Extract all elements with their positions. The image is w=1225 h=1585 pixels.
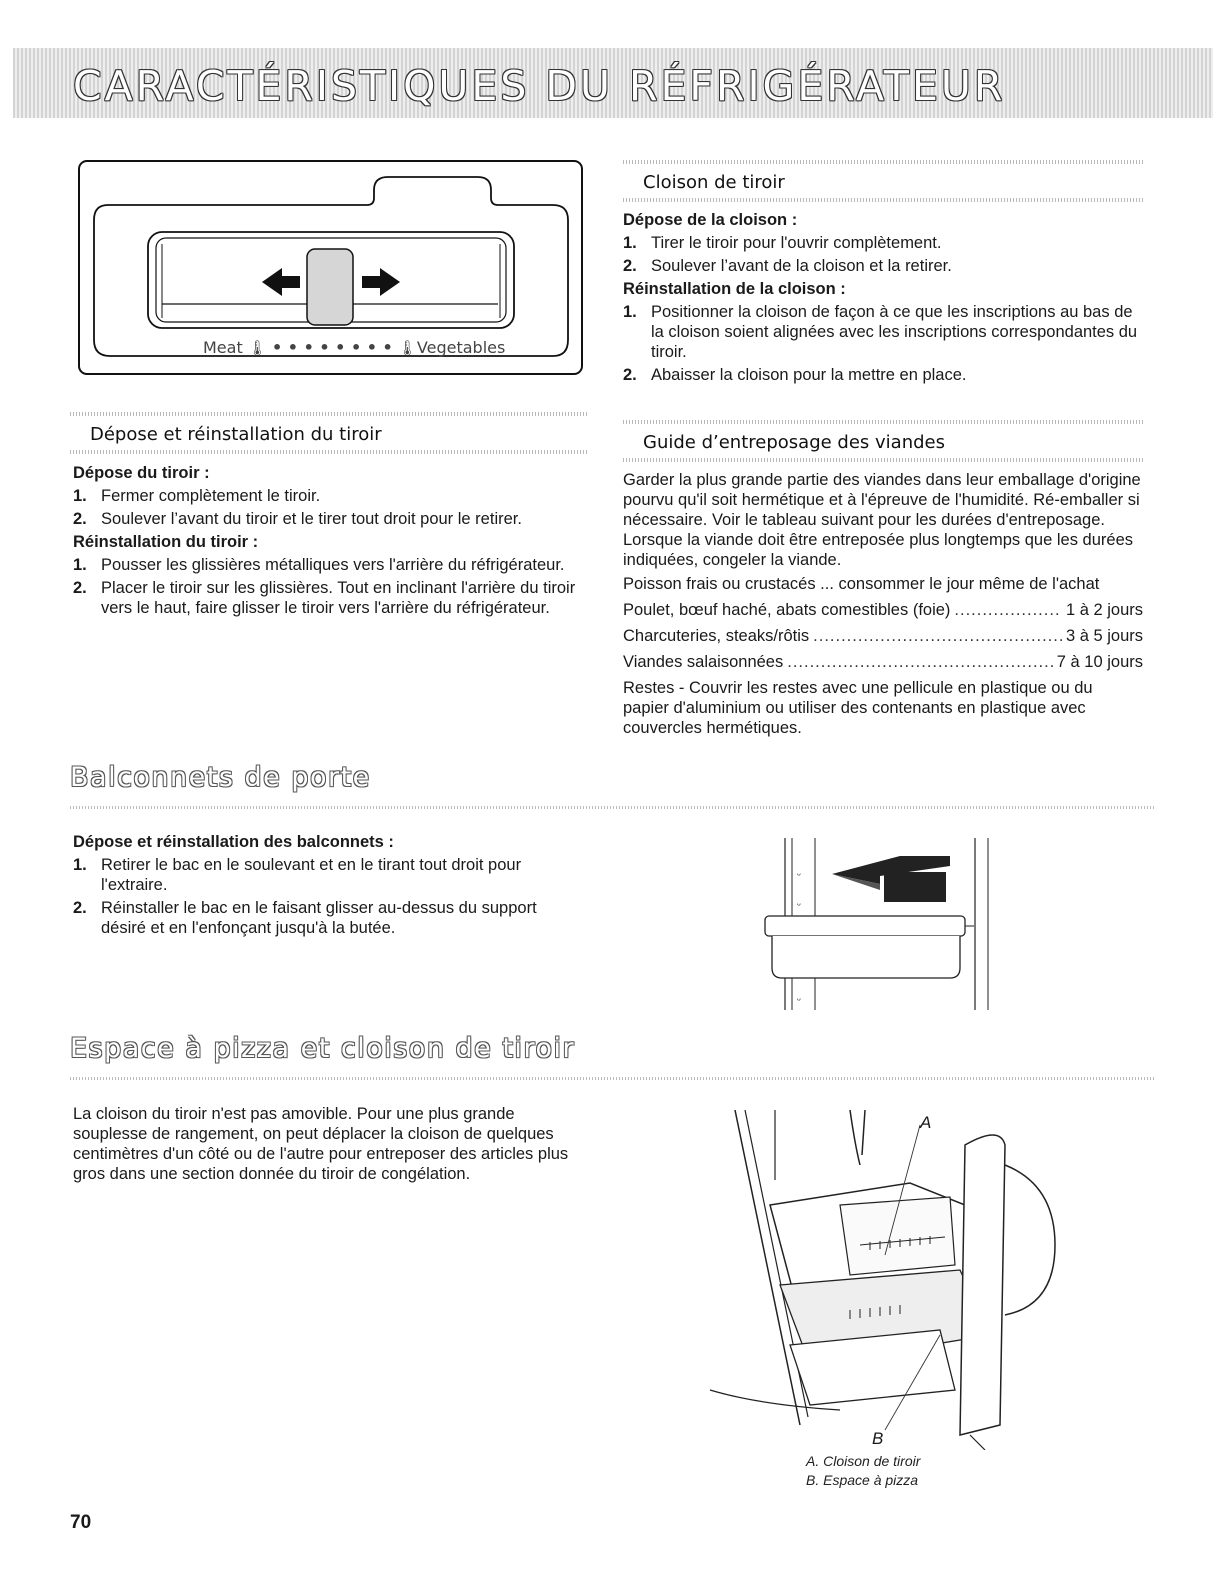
drawer-reinstall-steps — [73, 555, 585, 618]
meat-guide-heading: Guide d’entreposage des viandes — [643, 432, 945, 453]
list-item: 1. Pousser les glissières métalliques vers l'arrière du réfrigérateur. — [73, 556, 565, 574]
door-bins-rule — [70, 806, 1155, 809]
meat-guide-leftovers: Restes - Couvrir les restes avec une pellicule en plastique ou du papier d'aluminium ou utiliser des contenants en plastique avec couvercles hermétiques. — [623, 679, 1093, 737]
door-bin-illustration — [760, 838, 1000, 1013]
pizza-rule — [70, 1077, 1155, 1080]
divider-content — [623, 210, 1143, 388]
figure-caption — [806, 1452, 920, 1490]
caption-b: B. Espace à pizza — [806, 1472, 919, 1488]
svg-text:ᵕ: ᵕ — [797, 995, 801, 1006]
pizza-heading: Espace à pizza et cloison de tiroir — [70, 1033, 576, 1064]
callout-a: A — [920, 1113, 932, 1132]
list-item: 1. Tirer le tiroir pour l'ouvrir complètement. — [623, 234, 942, 252]
door-bins-content — [73, 832, 573, 941]
list-item: 2. Abaisser la cloison pour la mettre en place. — [623, 366, 967, 384]
door-bins-steps — [73, 855, 573, 938]
list-item: 2. Placer le tiroir sur les glissières. Tout en inclinant l'arrière du tiroir vers le haut, faire glisser le tiroir vers l'arrière du réfrigérateur. — [73, 579, 576, 617]
scale-dots: • • • • • • • • — [271, 338, 393, 357]
drawer-removal-label: Dépose du tiroir : — [73, 464, 210, 482]
drawer-removal-rule-top — [70, 412, 587, 416]
meat-guide-row: Poulet, bœuf haché, abats comestibles (foie) ..... 1 à 2 jours — [623, 600, 1143, 620]
page-number: 70 — [70, 1512, 92, 1533]
drawer-reinstall-label: Réinstallation du tiroir : — [73, 533, 259, 551]
callout-b: B — [872, 1429, 884, 1448]
divider-rule-bottom — [623, 198, 1143, 202]
meat-guide-row: Viandes salaisonnées ..... 7 à 10 jours — [623, 652, 1143, 672]
caption-a: A. Cloison de tiroir — [806, 1453, 921, 1469]
meat-guide-row: Charcuteries, steaks/rôtis ..... 3 à 5 jours — [623, 626, 1143, 646]
control-scale-row — [203, 338, 505, 357]
meat-guide-content — [623, 470, 1143, 742]
divider-reinstall-label: Réinstallation de la cloison : — [623, 280, 846, 298]
meat-guide-rule-top — [623, 420, 1143, 424]
meat-guide-fish: Poisson frais ou crustacés ... consommer le jour même de l'achat — [623, 575, 1100, 593]
list-item: 2. Soulever l’avant du tiroir et le tirer tout droit pour le retirer. — [73, 510, 522, 528]
door-bins-label: Dépose et réinstallation des balconnets : — [73, 833, 394, 851]
divider-removal-label: Dépose de la cloison : — [623, 211, 798, 229]
meat-guide-rule-bottom — [623, 458, 1143, 462]
drawer-removal-content — [73, 463, 585, 621]
drawer-removal-steps — [73, 486, 585, 529]
divider-rule-top — [623, 160, 1143, 164]
thermometer-cold-icon: 🌡 — [247, 339, 267, 357]
meat-guide-intro: Garder la plus grande partie des viandes dans leur emballage d'origine pourvu qu'il soit hermétique et à l'épreuve de l'humidité. Ré-emballer si nécessaire. Voir le tableau suivant pour les durées d'entreposage. Lorsque la viande doit être entreposée plus longtemps que les durées indiquées, congeler la viande. — [623, 471, 1141, 569]
svg-text:ᵕ: ᵕ — [797, 870, 801, 881]
page-title: CARACTÉRISTIQUES DU RÉFRIGÉRATEUR — [73, 62, 1006, 110]
vegetables-label: Vegetables — [416, 338, 506, 357]
door-bins-heading: Balconnets de porte — [70, 762, 371, 793]
divider-heading: Cloison de tiroir — [643, 172, 785, 193]
list-item: 1. Positionner la cloison de façon à ce que les inscriptions au bas de la cloison soient alignées avec les inscriptions correspondantes du tiroir. — [623, 303, 1138, 361]
freezer-drawer-illustration — [700, 1105, 1070, 1450]
drawer-removal-heading: Dépose et réinstallation du tiroir — [90, 424, 382, 445]
list-item: 1. Retirer le bac en le soulevant et en le tirant tout droit pour l'extraire. — [73, 856, 522, 894]
divider-removal-steps — [623, 233, 1143, 276]
drawer-removal-rule-bottom — [70, 450, 587, 454]
svg-text:ᵕ: ᵕ — [797, 900, 801, 911]
list-item: 2. Soulever l’avant de la cloison et la retirer. — [623, 257, 952, 275]
meat-label: Meat — [203, 338, 243, 357]
pizza-text: La cloison du tiroir n'est pas amovible. Pour une plus grande souplesse de rangement, on peut déplacer la cloison de quelques centimètres d'un côté ou de l'autre pour entreposer des articles plus gros dans une section donnée du tiroir de congélation. — [73, 1105, 569, 1183]
divider-reinstall-steps — [623, 302, 1143, 385]
list-item: 2. Réinstaller le bac en le faisant glisser au-dessus du support désiré et en l'enfonçant jusqu'à la butée. — [73, 899, 537, 937]
pizza-content — [73, 1104, 593, 1188]
list-item: 1. Fermer complètement le tiroir. — [73, 487, 321, 505]
thermometer-warm-icon: 🌡 — [397, 339, 417, 357]
